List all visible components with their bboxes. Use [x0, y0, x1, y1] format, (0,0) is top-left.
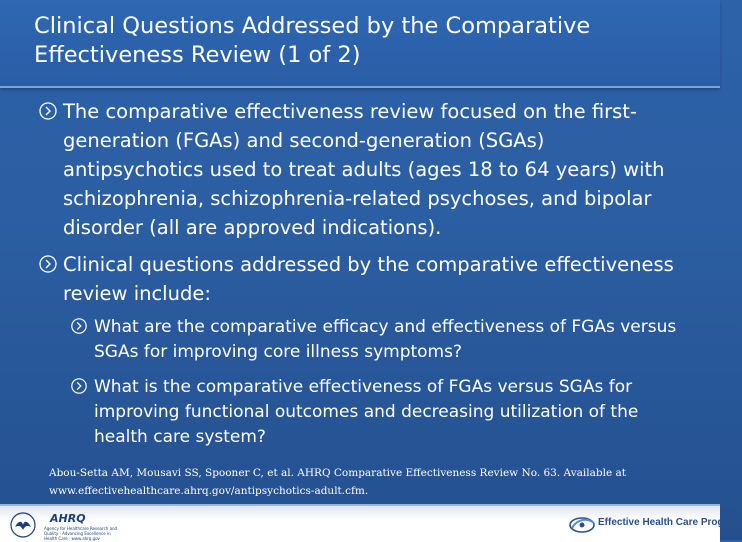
citation-line: Abou-Setta AM, Mousavi SS, Spooner C, et al. AHRQ Comparative Effectiveness Review No. 63. Available at	[49, 467, 626, 479]
sub-bullet-text: What are the comparative efficacy and effectiveness of FGAs versus SGAs for improving core illness symptoms?	[94, 317, 677, 362]
slide-title: Clinical Questions Addressed by the Comparative Effectiveness Review (1 of 2)	[34, 13, 591, 68]
title-band	[0, 0, 720, 88]
sub-bullet-item	[70, 375, 680, 450]
ahrq-tagline: Agency for Healthcare Research and Quality · Advancing Excellence in Health Care · www.ahrq.gov	[44, 526, 118, 541]
footer-bar	[0, 504, 742, 542]
circle-arrow-icon	[70, 317, 88, 335]
ehc-swoosh-icon	[568, 516, 596, 534]
circle-arrow-icon	[38, 254, 58, 274]
bullet-text: The comparative effectiveness review focused on the first-generation (FGAs) and second-generation (SGAs) antipsychotics used to treat adults (ages 18 to 64 years) with schizophrenia, schizophrenia-related psychoses, and bipolar disorder (all are approved indications).	[63, 100, 665, 239]
sub-bullet-text: What is the comparative effectiveness of FGAs versus SGAs for improving functional outcomes and decreasing utilization of the health care system?	[94, 377, 639, 447]
hhs-eagle-icon	[8, 512, 38, 538]
program-name: Effective Health Care Program	[598, 517, 742, 528]
bullet-item	[38, 97, 678, 242]
ahrq-logo-text: AHRQ	[50, 512, 86, 525]
citation	[49, 464, 689, 500]
bullet-item	[38, 250, 678, 308]
ahrq-logo	[44, 512, 124, 541]
bullet-text: Clinical questions addressed by the comparative effectiveness review include:	[63, 253, 674, 305]
sub-bullet-item	[70, 315, 680, 365]
circle-arrow-icon	[38, 101, 58, 121]
circle-arrow-icon	[70, 377, 88, 395]
citation-url: www.effectivehealthcare.ahrq.gov/antipsychotics-adult.cfm.	[49, 485, 369, 497]
